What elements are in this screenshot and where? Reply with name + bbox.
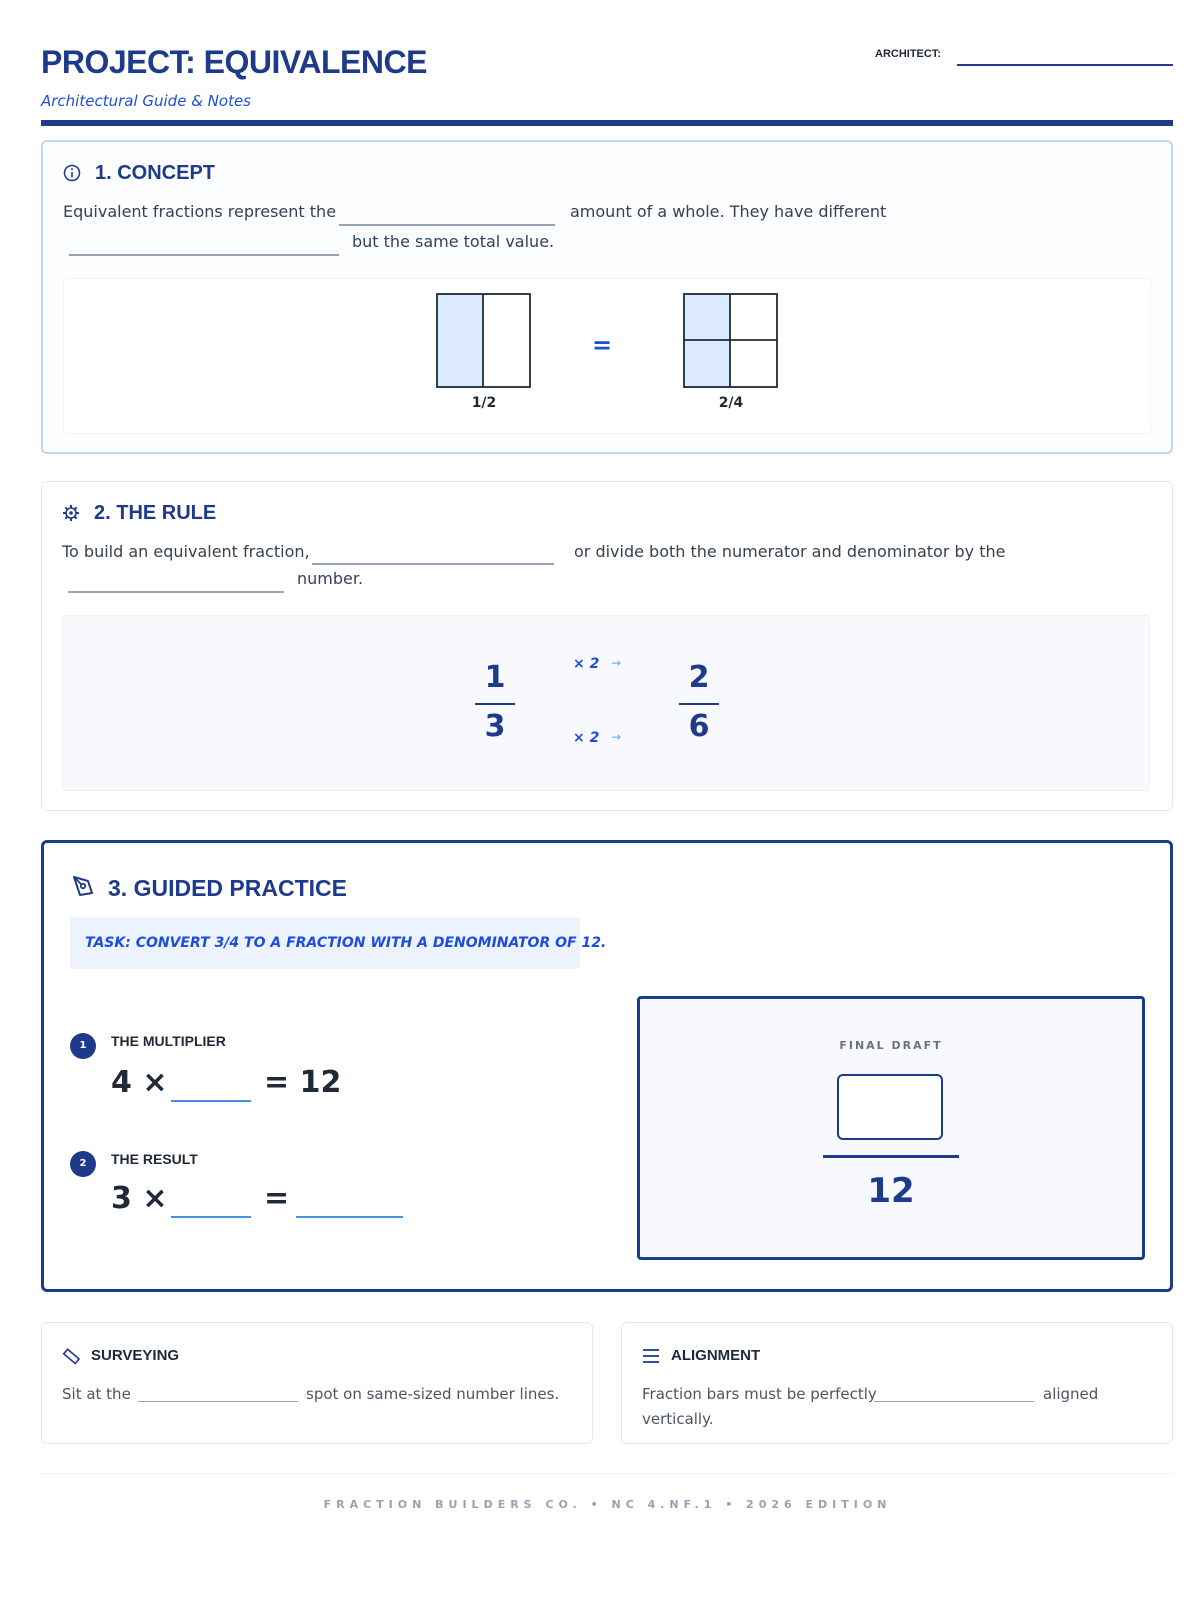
alignment-card — [621, 1322, 1173, 1444]
half-model — [436, 293, 532, 389]
half-shaded-part — [437, 294, 483, 387]
alignment-text-2: aligned — [1043, 1385, 1099, 1403]
rule-section — [41, 481, 1173, 811]
final-draft-label: FINAL DRAFT — [839, 1039, 943, 1052]
task-banner — [70, 917, 607, 969]
result-answer-blank[interactable] — [296, 1216, 403, 1218]
concept-text-3: but the same total value. — [352, 232, 555, 251]
rule-blank-2[interactable] — [68, 591, 284, 593]
from-fraction-bar — [475, 703, 515, 705]
result-multiplier-blank[interactable] — [171, 1216, 251, 1218]
header-divider — [41, 120, 1173, 126]
ruler-icon — [62, 1347, 80, 1365]
from-denominator: 3 — [484, 709, 506, 744]
multiplier-label: THE MULTIPLIER — [111, 1033, 226, 1049]
page-title: PROJECT: EQUIVALENCE — [41, 44, 427, 80]
quarters-label: 2/4 — [718, 395, 744, 411]
result-label: THE RESULT — [111, 1151, 198, 1167]
concept-blank-2[interactable] — [69, 254, 339, 256]
rule-title: 2. THE RULE — [94, 502, 217, 524]
quarters-model — [683, 293, 779, 389]
to-numerator: 2 — [688, 660, 710, 695]
rule-text-1: To build an equivalent fraction, — [62, 542, 310, 561]
pen-nib-icon — [70, 873, 96, 899]
multiply-bottom-label: × 2 — [573, 730, 600, 746]
arrow-right-icon: → — [611, 730, 622, 744]
footer-text: FRACTION BUILDERS CO. • NC 4.NF.1 • 2026 EDITION — [323, 1498, 892, 1511]
final-numerator-input[interactable] — [837, 1074, 943, 1140]
step-2-badge: 2 — [70, 1151, 96, 1177]
arrow-right-icon: → — [611, 656, 622, 670]
final-fraction-bar — [823, 1155, 959, 1158]
alignment-text-1: Fraction bars must be perfectly — [642, 1385, 877, 1403]
alignment-text-3: vertically. — [642, 1410, 714, 1428]
concept-diagram-panel — [63, 278, 1151, 434]
concept-title: 1. CONCEPT — [95, 162, 216, 184]
final-draft-box — [637, 996, 1145, 1260]
align-lines-icon — [642, 1348, 660, 1364]
architect-label: ARCHITECT: — [875, 48, 941, 60]
surveying-blank[interactable] — [138, 1401, 298, 1402]
page-header — [41, 44, 1173, 126]
architect-name-field[interactable] — [957, 64, 1173, 66]
surveying-card — [41, 1322, 593, 1444]
surveying-text-1: Sit at the — [62, 1385, 131, 1403]
half-label: 1/2 — [471, 395, 497, 411]
practice-title: 3. GUIDED PRACTICE — [108, 875, 347, 901]
alignment-title: ALIGNMENT — [671, 1347, 761, 1364]
concept-section — [41, 140, 1173, 454]
alignment-blank[interactable] — [874, 1401, 1034, 1402]
guided-practice-section — [41, 840, 1173, 1292]
footer-divider — [41, 1473, 1173, 1474]
multiplier-equation-right: = 12 — [264, 1065, 342, 1100]
gear-icon — [62, 504, 80, 522]
rule-example-panel — [62, 615, 1150, 791]
multiply-top-label: × 2 — [573, 656, 600, 672]
step-1-badge: 1 — [70, 1033, 96, 1059]
final-denominator: 12 — [867, 1171, 915, 1211]
multiplier-answer-blank[interactable] — [171, 1100, 251, 1102]
info-icon — [63, 164, 81, 182]
to-denominator: 6 — [688, 709, 710, 744]
rule-text-3: number. — [297, 569, 364, 588]
concept-text-1: Equivalent fractions represent the — [63, 202, 337, 221]
page-subtitle: Architectural Guide & Notes — [41, 92, 251, 110]
result-equation-left: 3 × — [111, 1181, 168, 1216]
task-text: TASK: CONVERT 3/4 TO A FRACTION WITH A DENOMINATOR OF 12. — [85, 935, 607, 951]
result-equals-sign: = — [264, 1181, 290, 1216]
surveying-title: SURVEYING — [91, 1347, 180, 1364]
surveying-text-2: spot on same-sized number lines. — [306, 1385, 560, 1403]
equals-sign: = — [592, 331, 613, 359]
concept-text-2: amount of a whole. They have different — [570, 202, 887, 221]
from-numerator: 1 — [484, 660, 506, 695]
multiplier-equation-left: 4 × — [111, 1065, 168, 1100]
rule-blank-1[interactable] — [312, 563, 554, 565]
to-fraction-bar — [679, 703, 719, 705]
concept-blank-1[interactable] — [339, 224, 555, 226]
rule-text-2: or divide both the numerator and denominator by the — [574, 542, 1006, 561]
